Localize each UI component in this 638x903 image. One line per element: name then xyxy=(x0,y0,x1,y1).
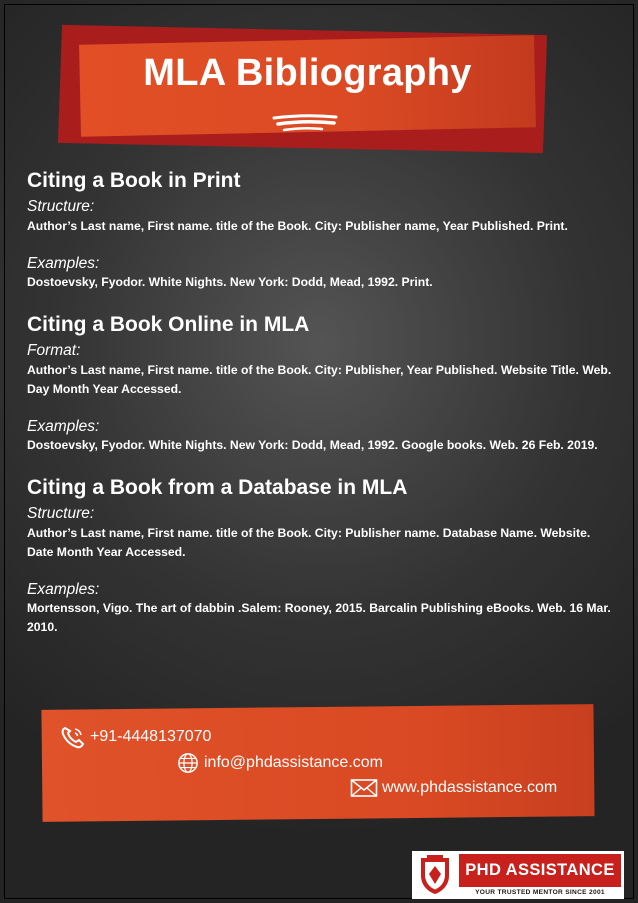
section-book-in-print xyxy=(27,168,617,292)
phone-icon xyxy=(60,725,86,749)
phone-contact[interactable] xyxy=(60,725,211,749)
crest-icon xyxy=(415,854,455,896)
section-book-online xyxy=(27,312,617,455)
structure-label: Structure: xyxy=(27,198,95,216)
website-url: www.phdassistance.com xyxy=(382,779,558,796)
format-text: Author’s Last name, First name. title of the Book. City: Publisher, Year Published. Website Title. Web. Day Month Year Accessed. xyxy=(27,362,612,396)
logo-name: PHD ASSISTANCE xyxy=(459,854,621,887)
brush-stroke-decoration xyxy=(270,112,340,134)
examples-label: Examples: xyxy=(27,254,100,272)
phd-assistance-logo xyxy=(412,851,624,899)
globe-icon xyxy=(176,752,200,774)
structure-text: Author’s Last name, First name. title of the Book. City: Publisher name, Year Published. Print. xyxy=(27,218,568,233)
email-address: info@phdassistance.com xyxy=(204,754,383,771)
examples-text: Dostoevsky, Fyodor. White Nights. New York: Dodd, Mead, 1992. Print. xyxy=(27,275,433,290)
page-title: MLA Bibliography xyxy=(143,52,472,94)
logo-tagline: YOUR TRUSTED MENTOR SINCE 2001 xyxy=(459,887,621,896)
examples-text: Mortensson, Vigo. The art of dabbin .Salem: Rooney, 2015. Barcalin Publishing eBooks. Web. 16 Mar. 2010. xyxy=(27,601,611,635)
email-contact[interactable] xyxy=(176,752,383,774)
section-heading: Citing a Book Online in MLA xyxy=(27,313,310,337)
section-heading: Citing a Book from a Database in MLA xyxy=(27,476,408,500)
structure-text: Author’s Last name, First name. title of the Book. City: Publisher name. Database Name. Website. Date Month Year Accessed. xyxy=(27,526,591,559)
section-heading: Citing a Book in Print xyxy=(27,169,241,192)
website-contact[interactable] xyxy=(350,778,557,798)
format-label: Format: xyxy=(27,342,81,360)
examples-label: Examples: xyxy=(27,580,100,598)
envelope-icon xyxy=(350,778,378,798)
examples-label: Examples: xyxy=(27,417,100,435)
section-book-database xyxy=(27,475,617,637)
examples-text: Dostoevsky, Fyodor. White Nights. New York: Dodd, Mead, 1992. Google books. Web. 26 Feb. 2019. xyxy=(27,438,598,453)
phone-number: +91-4448137070 xyxy=(90,728,212,745)
citation-guide xyxy=(27,168,617,637)
structure-label: Structure: xyxy=(27,505,95,523)
